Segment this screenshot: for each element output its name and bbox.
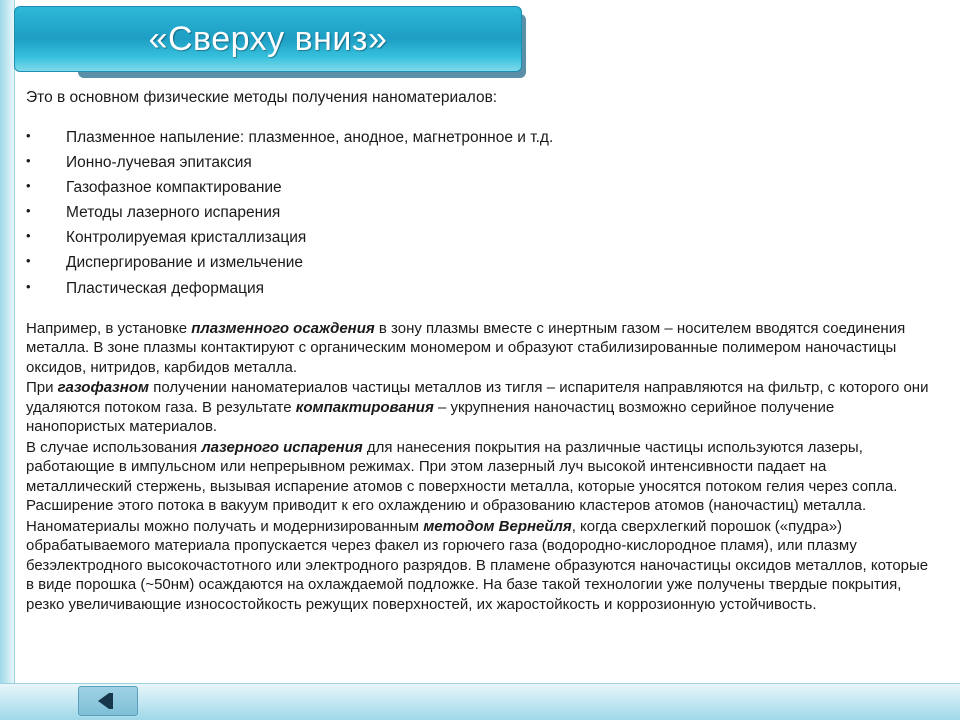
previous-slide-button[interactable] <box>78 686 138 716</box>
list-item: • Газофазное компактирование <box>26 175 930 200</box>
paragraph-gasphase: При газофазном получении наноматериалов частицы металлов из тигля – испарителя направляются на фильтр, с которого они удаляются потоком газа. В результате компактирования – укрупнения наночастиц возможно серийное получение нанопористых материалов. <box>26 379 929 436</box>
paragraph-verneuil: Наноматериалы можно получать и модернизированным методом Вернейля, когда сверхлегкий порошок («пудра») обрабатываемого материала пропускается через факел из горючего газа (водородно-кислородное пламя), или плазму безэлектродного высокочастотного или электродного разрядов. В пламене образуются наночастицы оксидов металлов, которые в виде порошка (~50нм) осаждаются на охлаждаемой подложке. На базе такой технологии уже получены твердые покрытия, резко увеличивающие износостойкость режущих поверхностей, их жаростойкость и коррозионную устойчивость. <box>26 517 929 613</box>
bullet-list <box>26 125 930 301</box>
list-item: • Контролируемая кристаллизация <box>26 225 930 250</box>
paragraph-plasma: Например, в установке плазменного осаждения в зону плазмы вместе с инертным газом – носителем вводятся соединения металла. В зоне плазмы контактируют с органическим мономером и образуют стабилизированные полимером наночастицы оксидов, нитридов, карбидов металла. <box>26 319 906 376</box>
bottom-bar <box>0 683 960 720</box>
page-title: «Сверху вниз» <box>148 19 388 58</box>
list-item: • Ионно-лучевая эпитаксия <box>26 150 930 175</box>
list-item: • Диспергирование и измельчение <box>26 250 930 275</box>
body-paragraphs <box>26 319 930 615</box>
slide-content <box>26 88 930 615</box>
list-item: • Плазменное напыление: плазменное, анодное, магнетронное и т.д. <box>26 125 930 150</box>
intro-text: Это в основном физические методы получения наноматериалов: <box>26 89 498 106</box>
bar-icon <box>109 693 113 709</box>
paragraph-laser: В случае использования лазерного испарения для нанесения покрытия на различные частицы используются лазеры, работающие в импульсном или непрерывном режимах. При этом лазерный луч высокой интенсивности падает на металлический стержень, вызывая испарение атомов с поверхности металла, которые уносятся потоком гелия через сопла. Расширение этого потока в вакуум приводит к его охлаждению и образованию кластеров атомов (наночастиц) металла. <box>26 438 898 515</box>
left-accent-bar <box>0 0 15 720</box>
list-item: • Пластическая деформация <box>26 276 930 301</box>
triangle-left-icon <box>98 693 109 709</box>
list-item: • Методы лазерного испарения <box>26 200 930 225</box>
